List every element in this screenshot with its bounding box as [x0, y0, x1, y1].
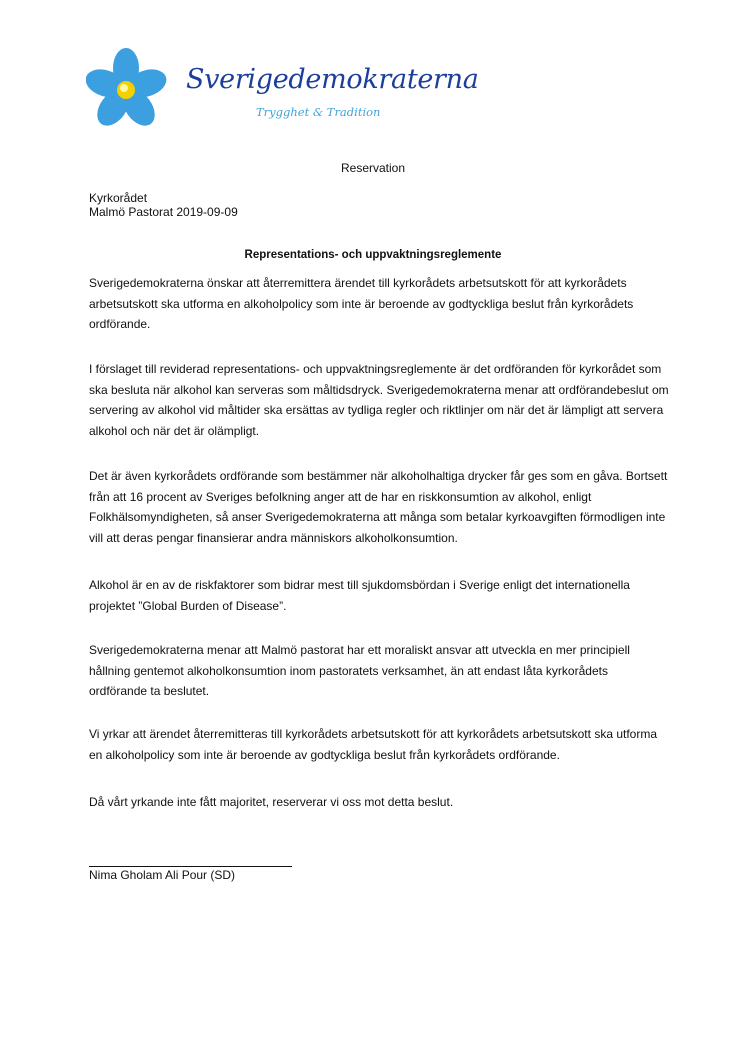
paragraph: Alkohol är en av de riskfaktorer som bidrar mest till sjukdomsbördan i Sverige enligt det internationella projektet ”Global Burden of Disease”.	[89, 578, 630, 613]
signature-line	[89, 866, 292, 867]
paragraph: Då vårt yrkande inte fått majoritet, reserverar vi oss mot detta beslut.	[89, 795, 454, 809]
paragraph: Det är även kyrkorådets ordförande som bestämmer när alkoholhaltiga drycker får ges som en gåva. Bortsett från att 16 procent av Sveriges befolkning anger att de har en riskkonsumtion av alkohol, enligt Folkhälsomyndigheten, så anser Sverigedemokraterna att många som betalar kyrkoavgiften förmodligen inte vill att deras pengar finansierar andra människors alkoholkonsumtion.	[89, 469, 668, 545]
paragraph: Vi yrkar att ärendet återremitteras till kyrkorådets arbetsutskott för att kyrkorådets arbetsutskott ska utforma en alkoholpolicy som inte är beroende av godtyckliga beslut från kyrkorådets ordförande.	[89, 727, 658, 762]
paragraph: I förslaget till reviderad representations- och uppvaktningsreglemente är det ordföranden för kyrkorådet som ska besluta när alkohol kan serveras som måltidsdryck. Sverigedemokraterna menar att ordförandebeslut om servering av alkohol vid måltider ska ersättas av tydliga regler och riktlinjer om när det är lämpligt att servera alkohol och när det är olämpligt.	[89, 362, 669, 438]
paragraph: Sverigedemokraterna önskar att återremittera ärendet till kyrkorådets arbetsutskott för att kyrkorådets arbetsutskott ska utforma en alkoholpolicy som inte är beroende av godtyckliga beslut från kyrkorådets ordförande.	[89, 276, 634, 331]
flower-icon	[86, 42, 186, 134]
logo-name: Sverigedemokraterna	[186, 64, 479, 95]
signature-name: Nima Gholam Ali Pour (SD)	[89, 868, 236, 882]
document-meta	[89, 192, 238, 219]
paragraph: Sverigedemokraterna menar att Malmö pastorat har ett moraliskt ansvar att utveckla en mer principiell hållning gentemot alkoholkonsumtion inom pastoratets verksamhet, än att endast låta kyrkorådets ordförande ta beslutet.	[89, 643, 630, 698]
recipient: Kyrkorådet	[89, 191, 148, 205]
logo-tagline: Trygghet & Tradition	[256, 105, 381, 119]
document-type: Reservation	[340, 161, 406, 175]
party-logo	[86, 42, 479, 134]
location-date: Malmö Pastorat 2019-09-09	[89, 204, 238, 219]
subject-heading: Representations- och uppvaktningsreglemente	[244, 249, 502, 261]
